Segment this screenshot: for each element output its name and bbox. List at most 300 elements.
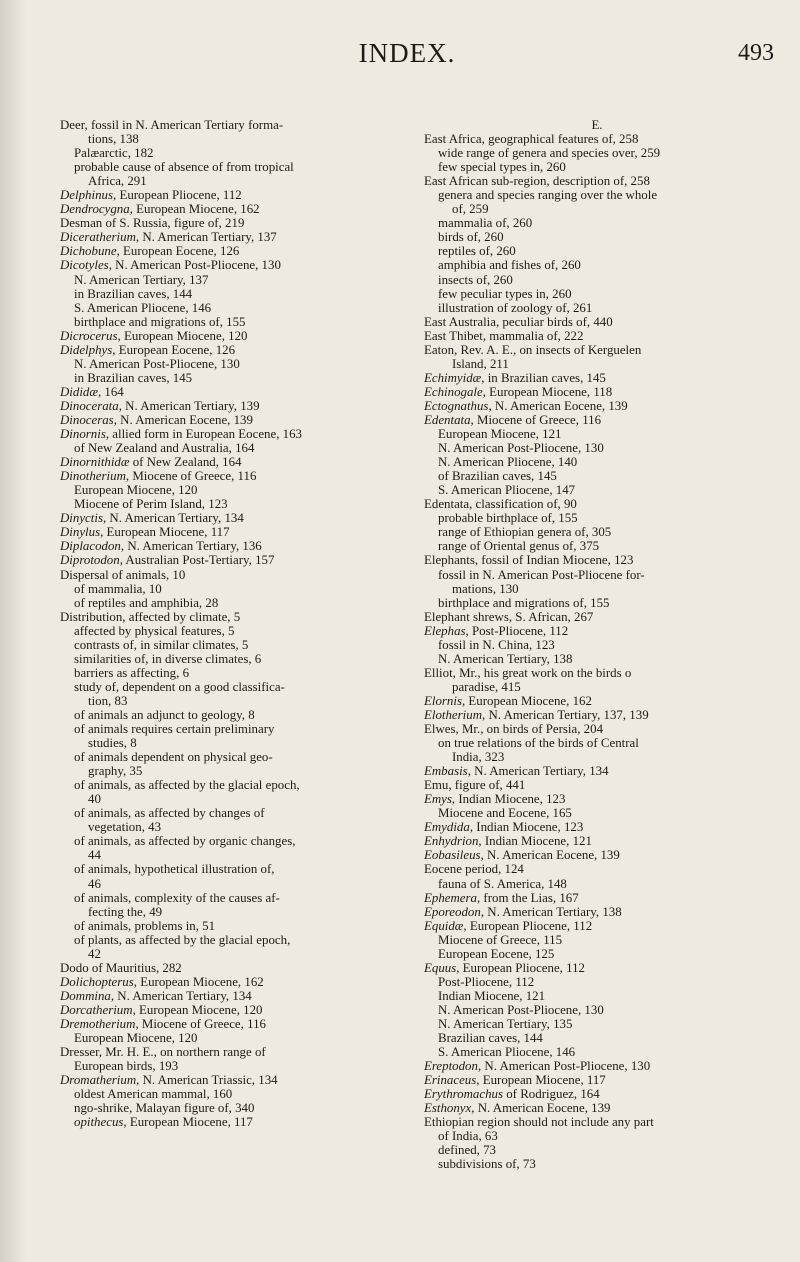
index-line-text: graphy, 35 xyxy=(88,764,143,779)
index-line xyxy=(424,132,770,146)
index-line xyxy=(60,652,406,666)
index-line-text: of animals, complexity of the causes af- xyxy=(74,890,280,905)
index-line-text: Dicrocerus, European Miocene, 120 xyxy=(60,328,248,343)
index-line-text: Dendrocygna, European Miocene, 162 xyxy=(60,202,260,217)
index-line xyxy=(424,638,770,652)
index-line-text: Deer, fossil in N. American Tertiary forma- xyxy=(60,118,284,132)
index-line xyxy=(424,174,770,188)
index-line-text: N. American Post-Pliocene, 130 xyxy=(74,356,240,371)
index-line-text: East Thibet, mammalia of, 222 xyxy=(424,328,584,343)
index-line xyxy=(424,1157,770,1171)
index-line-text: Eaton, Rev. A. E., on insects of Kerguelen xyxy=(424,342,642,357)
index-line xyxy=(60,905,406,919)
index-line xyxy=(424,244,770,258)
index-line-text: Elornis, European Miocene, 162 xyxy=(424,693,592,708)
index-line xyxy=(424,722,770,736)
index-line xyxy=(424,568,770,582)
index-line xyxy=(60,469,406,483)
index-line xyxy=(424,1045,770,1059)
index-line xyxy=(424,1031,770,1045)
index-line xyxy=(424,919,770,933)
index-line xyxy=(424,511,770,525)
index-line xyxy=(60,778,406,792)
index-line xyxy=(424,539,770,553)
index-line-text: Dinylus, European Miocene, 117 xyxy=(60,525,230,540)
index-line-text: European Eocene, 125 xyxy=(438,946,555,961)
index-line xyxy=(424,848,770,862)
index-line xyxy=(60,919,406,933)
index-line-text: Palæarctic, 182 xyxy=(74,146,154,161)
index-line xyxy=(60,427,406,441)
index-line xyxy=(60,947,406,961)
index-line-text: studies, 8 xyxy=(88,736,137,751)
index-line xyxy=(424,862,770,876)
index-line-text: oldest American mammal, 160 xyxy=(74,1087,233,1102)
index-line xyxy=(424,764,770,778)
index-line xyxy=(424,258,770,272)
index-line-text: Enhydrion, Indian Miocene, 121 xyxy=(424,834,592,849)
index-line-text: Ephemera, from the Lias, 167 xyxy=(424,890,579,905)
index-line xyxy=(424,553,770,567)
index-line-text: N. American Post-Pliocene, 130 xyxy=(438,441,604,456)
index-line xyxy=(60,708,406,722)
index-line xyxy=(424,216,770,230)
index-line xyxy=(424,343,770,357)
index-line-text: subdivisions of, 73 xyxy=(438,1157,536,1172)
index-line xyxy=(60,357,406,371)
index-line-text: European Miocene, 120 xyxy=(74,1031,198,1046)
index-line xyxy=(60,244,406,258)
index-line xyxy=(60,483,406,497)
index-line xyxy=(424,202,770,216)
index-line-text: E. xyxy=(591,118,603,132)
index-line-text: of plants, as affected by the glacial epoch, xyxy=(74,932,291,947)
index-line xyxy=(60,877,406,891)
index-line xyxy=(60,441,406,455)
index-line xyxy=(424,750,770,764)
index-line-text: illustration of zoology of, 261 xyxy=(438,300,593,315)
index-line-text: Dinoceras, N. American Eocene, 139 xyxy=(60,412,253,427)
index-line xyxy=(424,1059,770,1073)
index-line xyxy=(60,582,406,596)
running-head xyxy=(40,38,774,78)
index-line-text: Emys, Indian Miocene, 123 xyxy=(424,792,566,807)
index-line-text: Island, 211 xyxy=(452,356,509,371)
index-line-text: Dichobune, European Eocene, 126 xyxy=(60,244,240,259)
index-line-text: India, 323 xyxy=(452,750,505,765)
index-line xyxy=(60,329,406,343)
index-line xyxy=(424,1087,770,1101)
index-line xyxy=(60,764,406,778)
index-line xyxy=(424,287,770,301)
index-line-text: Emu, figure of, 441 xyxy=(424,778,526,793)
index-line-text: study of, dependent on a good classifica- xyxy=(74,679,285,694)
index-line xyxy=(424,694,770,708)
index-line-text: Dicotyles, N. American Post-Pliocene, 130 xyxy=(60,258,281,273)
index-line-text: Echimyidæ, in Brazilian caves, 145 xyxy=(424,370,606,385)
index-line-text: Dolichopterus, European Miocene, 162 xyxy=(60,974,264,989)
index-line-text: wide range of genera and species over, 259 xyxy=(438,146,661,161)
index-line-text: 46 xyxy=(88,876,101,891)
index-line xyxy=(60,624,406,638)
index-line xyxy=(424,497,770,511)
index-line xyxy=(424,399,770,413)
index-line xyxy=(60,1059,406,1073)
index-line-text: East African sub-region, description of, 258 xyxy=(424,174,650,189)
index-line xyxy=(60,750,406,764)
index-line-text: Ectognathus, N. American Eocene, 139 xyxy=(424,398,628,413)
index-line-text: Dispersal of animals, 10 xyxy=(60,567,186,582)
index-line-text: opithecus, European Miocene, 117 xyxy=(74,1115,253,1130)
index-line xyxy=(424,961,770,975)
index-line-text: Diplacodon, N. American Tertiary, 136 xyxy=(60,539,262,554)
index-line-text: European Miocene, 120 xyxy=(74,483,198,498)
index-line xyxy=(424,525,770,539)
index-line-text: paradise, 415 xyxy=(452,679,521,694)
index-line-text: of New Zealand and Australia, 164 xyxy=(74,441,255,456)
index-line xyxy=(424,652,770,666)
index-line xyxy=(60,933,406,947)
index-line xyxy=(424,301,770,315)
index-line xyxy=(60,792,406,806)
index-line xyxy=(424,385,770,399)
index-line xyxy=(60,666,406,680)
index-line-text: Dorcatherium, European Miocene, 120 xyxy=(60,1002,263,1017)
index-line xyxy=(60,455,406,469)
index-line-text: probable cause of absence of from tropical xyxy=(74,160,294,175)
index-line xyxy=(60,230,406,244)
index-line xyxy=(424,877,770,891)
index-line xyxy=(424,469,770,483)
index-line-text: few special types in, 260 xyxy=(438,160,566,175)
index-line xyxy=(424,624,770,638)
index-line-text: in Brazilian caves, 144 xyxy=(74,286,193,301)
index-line-text: Brazilian caves, 144 xyxy=(438,1031,543,1046)
section-letter xyxy=(424,118,770,132)
index-line xyxy=(424,1129,770,1143)
index-line-text: Post-Pliocene, 112 xyxy=(438,974,535,989)
index-line xyxy=(60,497,406,511)
index-line xyxy=(60,202,406,216)
index-line-text: contrasts of, in similar climates, 5 xyxy=(74,637,249,652)
index-line xyxy=(60,1045,406,1059)
index-line xyxy=(424,1101,770,1115)
index-line xyxy=(424,792,770,806)
index-line-text: similarities of, in diverse climates, 6 xyxy=(74,651,262,666)
index-line xyxy=(60,806,406,820)
index-line xyxy=(60,385,406,399)
index-line xyxy=(60,610,406,624)
index-line xyxy=(60,216,406,230)
index-line xyxy=(60,848,406,862)
index-line-text: Miocene of Greece, 115 xyxy=(438,932,563,947)
index-line xyxy=(60,834,406,848)
index-line-text: of Brazilian caves, 145 xyxy=(438,469,557,484)
index-line xyxy=(60,568,406,582)
index-line xyxy=(424,933,770,947)
index-line-text: insects of, 260 xyxy=(438,272,513,287)
index-line xyxy=(424,413,770,427)
index-line xyxy=(424,778,770,792)
index-line xyxy=(60,820,406,834)
index-line xyxy=(60,301,406,315)
index-line xyxy=(60,273,406,287)
index-line-text: N. American Tertiary, 137 xyxy=(74,272,209,287)
index-line xyxy=(424,1017,770,1031)
index-line xyxy=(60,722,406,736)
index-line-text: fauna of S. America, 148 xyxy=(438,876,567,891)
index-line xyxy=(60,343,406,357)
index-line xyxy=(424,427,770,441)
index-line xyxy=(424,680,770,694)
index-line-text: of animals, as affected by changes of xyxy=(74,806,265,821)
index-line-text: genera and species ranging over the whole xyxy=(438,188,658,203)
index-line-text: of India, 63 xyxy=(438,1129,498,1144)
index-line xyxy=(60,132,406,146)
index-line-text: N. American Tertiary, 138 xyxy=(438,651,573,666)
index-line-text: Dinocerata, N. American Tertiary, 139 xyxy=(60,398,260,413)
index-line-text: fossil in N. American Post-Pliocene for- xyxy=(438,567,645,582)
index-line xyxy=(424,160,770,174)
index-line-text: of animals, problems in, 51 xyxy=(74,918,216,933)
index-line-text: barriers as affecting, 6 xyxy=(74,665,190,680)
index-line xyxy=(60,287,406,301)
index-line-text: ngo-shrike, Malayan figure of, 340 xyxy=(74,1101,255,1116)
index-line-text: Erinaceus, European Miocene, 117 xyxy=(424,1073,606,1088)
index-line-text: mammalia of, 260 xyxy=(438,216,533,231)
page-gutter-shadow xyxy=(0,0,26,1262)
index-line-text: Dinornithidæ of New Zealand, 164 xyxy=(60,455,242,470)
index-line-text: Dromatherium, N. American Triassic, 134 xyxy=(60,1073,278,1088)
index-line xyxy=(424,188,770,202)
index-line-text: of animals, as affected by organic changes, xyxy=(74,834,296,849)
index-line-text: 40 xyxy=(88,792,101,807)
index-line xyxy=(424,455,770,469)
index-line xyxy=(60,511,406,525)
index-line xyxy=(424,1003,770,1017)
index-line xyxy=(424,905,770,919)
index-line xyxy=(60,961,406,975)
index-line-text: of animals dependent on physical geo- xyxy=(74,750,273,765)
index-line-text: Didelphys, European Eocene, 126 xyxy=(60,342,236,357)
index-line xyxy=(424,230,770,244)
index-line-text: N. American Pliocene, 140 xyxy=(438,455,578,470)
index-line-text: Elliot, Mr., his great work on the birds o xyxy=(424,665,632,680)
index-line-text: N. American Tertiary, 135 xyxy=(438,1017,573,1031)
index-line-text: in Brazilian caves, 145 xyxy=(74,370,193,385)
index-line-text: Equidæ, European Pliocene, 112 xyxy=(424,918,593,933)
index-line xyxy=(424,806,770,820)
index-line xyxy=(60,174,406,188)
index-line-text: Dodo of Mauritius, 282 xyxy=(60,960,182,975)
index-line-text: tions, 138 xyxy=(88,132,139,147)
index-line-text: fecting the, 49 xyxy=(88,904,163,919)
index-line-text: Delphinus, European Pliocene, 112 xyxy=(60,188,242,203)
index-line xyxy=(60,1017,406,1031)
index-line-text: few peculiar types in, 260 xyxy=(438,286,572,301)
index-line-text: S. American Pliocene, 146 xyxy=(74,300,212,315)
index-line-text: Desman of S. Russia, figure of, 219 xyxy=(60,216,245,231)
index-line xyxy=(60,371,406,385)
index-line-text: Dommina, N. American Tertiary, 134 xyxy=(60,988,252,1003)
index-line xyxy=(60,1087,406,1101)
index-line xyxy=(424,1115,770,1129)
index-line xyxy=(60,525,406,539)
index-line xyxy=(60,413,406,427)
index-line xyxy=(60,694,406,708)
index-line-text: birds of, 260 xyxy=(438,230,504,245)
index-line xyxy=(424,820,770,834)
index-line-text: Eporeodon, N. American Tertiary, 138 xyxy=(424,904,622,919)
index-line-text: tion, 83 xyxy=(88,693,128,708)
index-line-text: Emydida, Indian Miocene, 123 xyxy=(424,820,584,835)
index-line-text: S. American Pliocene, 146 xyxy=(438,1045,576,1060)
index-line xyxy=(424,1073,770,1087)
index-line-text: range of Oriental genus of, 375 xyxy=(438,539,600,554)
index-line-text: East Australia, peculiar birds of, 440 xyxy=(424,314,613,329)
index-line-text: Dinyctis, N. American Tertiary, 134 xyxy=(60,511,244,526)
index-line xyxy=(60,891,406,905)
index-column-left xyxy=(60,118,406,1129)
index-line xyxy=(424,329,770,343)
index-line-text: Edentata, Miocene of Greece, 116 xyxy=(424,412,602,427)
index-line-text: probable birthplace of, 155 xyxy=(438,511,578,526)
index-line-text: of, 259 xyxy=(452,202,489,217)
index-line-text: Miocene and Eocene, 165 xyxy=(438,806,572,821)
index-line-text: Diceratherium, N. American Tertiary, 137 xyxy=(60,230,277,245)
index-line-text: on true relations of the birds of Central xyxy=(438,736,639,751)
index-line-text: Elephant shrews, S. African, 267 xyxy=(424,609,594,624)
index-line-text: Edentata, classification of, 90 xyxy=(424,497,577,512)
index-line xyxy=(424,596,770,610)
index-line-text: Eocene period, 124 xyxy=(424,862,524,877)
index-line-text: European birds, 193 xyxy=(74,1059,179,1074)
index-line xyxy=(424,666,770,680)
index-line xyxy=(60,160,406,174)
index-line xyxy=(424,1143,770,1157)
index-line xyxy=(60,399,406,413)
index-line-text: Africa, 291 xyxy=(88,174,147,189)
index-line xyxy=(424,146,770,160)
index-line xyxy=(424,610,770,624)
index-line-text: Equus, European Pliocene, 112 xyxy=(424,960,585,975)
index-line xyxy=(424,483,770,497)
index-line-text: N. American Post-Pliocene, 130 xyxy=(438,1002,604,1017)
index-line-text: East Africa, geographical features of, 258 xyxy=(424,132,639,147)
index-line xyxy=(424,736,770,750)
index-line-text: Dididæ, 164 xyxy=(60,384,124,399)
index-line-text: S. American Pliocene, 147 xyxy=(438,483,576,498)
index-line-text: of reptiles and amphibia, 28 xyxy=(74,595,219,610)
index-line-text: European Miocene, 121 xyxy=(438,427,562,442)
index-line xyxy=(60,638,406,652)
index-line xyxy=(60,680,406,694)
index-line-text: birthplace and migrations of, 155 xyxy=(74,314,246,329)
index-line xyxy=(424,708,770,722)
index-line xyxy=(60,1115,406,1129)
index-line-text: Distribution, affected by climate, 5 xyxy=(60,609,241,624)
index-line xyxy=(424,947,770,961)
index-column-right xyxy=(424,118,770,1172)
index-line-text: Dresser, Mr. H. E., on northern range of xyxy=(60,1045,266,1060)
index-line xyxy=(60,736,406,750)
index-line xyxy=(60,539,406,553)
index-line-text: range of Ethiopian genera of, 305 xyxy=(438,525,612,540)
index-line-text: birthplace and migrations of, 155 xyxy=(438,595,610,610)
index-line xyxy=(424,891,770,905)
index-line xyxy=(60,258,406,272)
page-title: INDEX. xyxy=(358,38,456,68)
index-line-text: of mammalia, 10 xyxy=(74,581,162,596)
index-line-text: fossil in N. China, 123 xyxy=(438,637,555,652)
index-line-text: of animals, as affected by the glacial epoch, xyxy=(74,778,300,793)
index-line xyxy=(60,596,406,610)
index-line xyxy=(60,989,406,1003)
index-line-text: 44 xyxy=(88,848,101,863)
index-line xyxy=(424,273,770,287)
index-line-text: Esthonyx, N. American Eocene, 139 xyxy=(424,1101,611,1116)
index-line-text: Elephas, Post-Pliocene, 112 xyxy=(424,623,569,638)
index-line-text: Elotherium, N. American Tertiary, 137, 139 xyxy=(424,707,649,722)
index-line xyxy=(424,582,770,596)
index-line-text: vegetation, 43 xyxy=(88,820,162,835)
index-line-text: Miocene of Perim Island, 123 xyxy=(74,497,228,512)
index-line xyxy=(60,188,406,202)
index-line-text: 42 xyxy=(88,946,101,961)
index-line-text: of animals, hypothetical illustration of, xyxy=(74,862,275,877)
index-line-text: affected by physical features, 5 xyxy=(74,623,235,638)
index-line-text: Dinornis, allied form in European Eocene, 163 xyxy=(60,427,302,442)
index-line xyxy=(60,1003,406,1017)
index-line xyxy=(60,1031,406,1045)
index-line xyxy=(60,315,406,329)
index-line-text: Elephants, fossil of Indian Miocene, 123 xyxy=(424,553,634,568)
index-line xyxy=(424,989,770,1003)
index-line-text: Erythromachus of Rodriguez, 164 xyxy=(424,1087,600,1102)
index-line xyxy=(60,146,406,160)
index-line-text: of animals requires certain preliminary xyxy=(74,722,275,737)
index-line-text: Diprotodon, Australian Post-Tertiary, 157 xyxy=(60,553,275,568)
index-line xyxy=(60,118,406,132)
index-line xyxy=(60,862,406,876)
index-line xyxy=(424,975,770,989)
index-line-text: Ereptodon, N. American Post-Pliocene, 130 xyxy=(424,1059,651,1074)
index-line-text: mations, 130 xyxy=(452,581,519,596)
index-line-text: defined, 73 xyxy=(438,1143,496,1158)
index-line-text: Ethiopian region should not include any part xyxy=(424,1115,654,1130)
index-line-text: Dremotherium, Miocene of Greece, 116 xyxy=(60,1017,266,1031)
index-line-text: Eobasileus, N. American Eocene, 139 xyxy=(424,848,620,863)
index-line-text: Echinogale, European Miocene, 118 xyxy=(424,384,613,399)
index-line-text: Indian Miocene, 121 xyxy=(438,988,546,1003)
index-line xyxy=(60,1101,406,1115)
index-line-text: Embasis, N. American Tertiary, 134 xyxy=(424,764,609,779)
index-line xyxy=(60,975,406,989)
page-number: 493 xyxy=(738,40,774,66)
index-line xyxy=(424,441,770,455)
index-line-text: Elwes, Mr., on birds of Persia, 204 xyxy=(424,722,604,737)
index-line xyxy=(60,553,406,567)
index-line-text: amphibia and fishes of, 260 xyxy=(438,258,581,273)
index-line xyxy=(424,315,770,329)
index-line-text: reptiles of, 260 xyxy=(438,244,516,259)
index-line-text: of animals an adjunct to geology, 8 xyxy=(74,707,255,722)
index-line xyxy=(424,371,770,385)
index-line xyxy=(424,834,770,848)
index-line xyxy=(60,1073,406,1087)
index-line-text: Dinotherium, Miocene of Greece, 116 xyxy=(60,469,257,484)
index-line xyxy=(424,357,770,371)
